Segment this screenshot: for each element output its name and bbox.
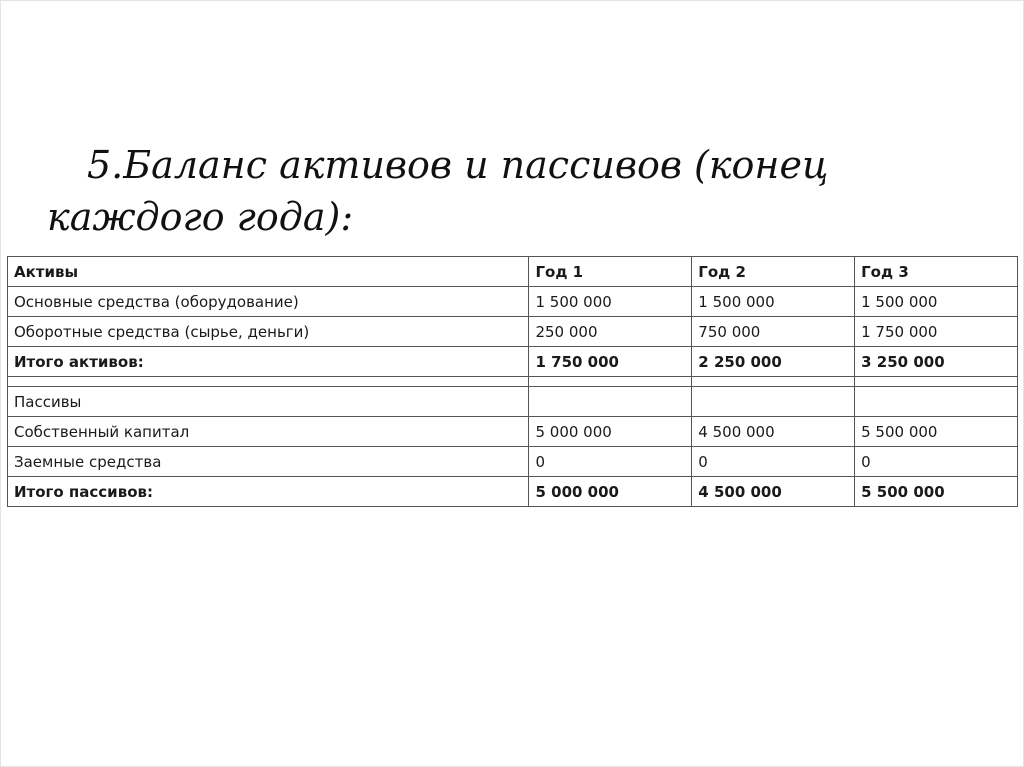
spacer-cell	[529, 377, 692, 387]
table-header-row	[8, 257, 1018, 287]
spacer-cell	[692, 377, 855, 387]
row-value: 1 500 000	[529, 287, 692, 317]
row-value: 5 500 000	[855, 417, 1018, 447]
balance-table	[7, 256, 1018, 507]
spacer-cell	[8, 377, 529, 387]
spacer-cell	[855, 377, 1018, 387]
row-value: 1 500 000	[692, 287, 855, 317]
row-label: Итого пассивов:	[8, 477, 529, 507]
header-cell-year-2: Год 2	[692, 257, 855, 287]
empty-cell	[692, 387, 855, 417]
row-value: 3 250 000	[855, 347, 1018, 377]
row-value: 1 750 000	[529, 347, 692, 377]
row-value: 5 000 000	[529, 477, 692, 507]
row-label: Собственный капитал	[8, 417, 529, 447]
row-value: 0	[529, 447, 692, 477]
liabilities-total-row	[8, 477, 1018, 507]
liabilities-header-row	[8, 387, 1018, 417]
empty-cell	[529, 387, 692, 417]
row-label: Заемные средства	[8, 447, 529, 477]
header-cell-assets: Активы	[8, 257, 529, 287]
row-value: 5 000 000	[529, 417, 692, 447]
row-value: 0	[692, 447, 855, 477]
empty-cell	[855, 387, 1018, 417]
spacer-row	[8, 377, 1018, 387]
header-cell-year-1: Год 1	[529, 257, 692, 287]
row-value: 1 750 000	[855, 317, 1018, 347]
header-cell-year-3: Год 3	[855, 257, 1018, 287]
row-value: 4 500 000	[692, 477, 855, 507]
row-label: Итого активов:	[8, 347, 529, 377]
table-row	[8, 417, 1018, 447]
row-label: Оборотные средства (сырье, деньги)	[8, 317, 529, 347]
row-label: Пассивы	[8, 387, 529, 417]
row-value: 1 500 000	[855, 287, 1018, 317]
slide-title: 5.Баланс активов и пассивов (конец каждого года):	[47, 143, 829, 239]
row-label: Основные средства (оборудование)	[8, 287, 529, 317]
row-value: 250 000	[529, 317, 692, 347]
table-row	[8, 287, 1018, 317]
table-row	[8, 317, 1018, 347]
row-value: 2 250 000	[692, 347, 855, 377]
row-value: 750 000	[692, 317, 855, 347]
assets-total-row	[8, 347, 1018, 377]
row-value: 0	[855, 447, 1018, 477]
row-value: 4 500 000	[692, 417, 855, 447]
row-value: 5 500 000	[855, 477, 1018, 507]
table-row	[8, 447, 1018, 477]
